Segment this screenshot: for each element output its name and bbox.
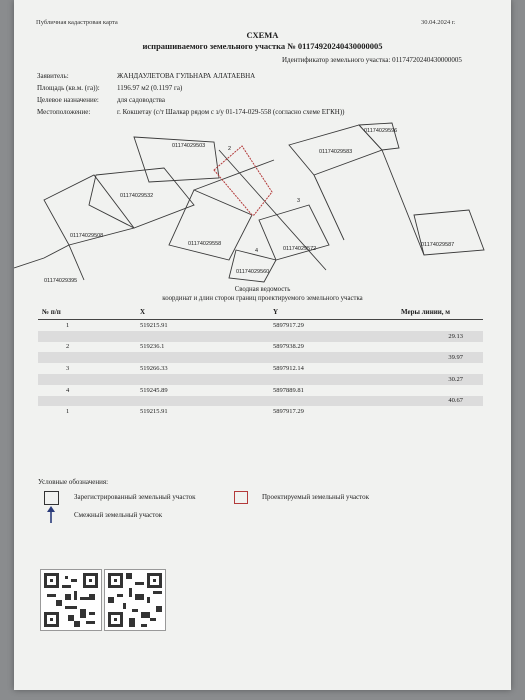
document-subtitle: испрашиваемого земельного участка № 01174920240430000005	[142, 41, 383, 51]
cadastral-map	[14, 120, 511, 290]
parcel-shape	[229, 250, 276, 282]
table-row	[38, 320, 483, 331]
parcel-shape	[414, 210, 484, 255]
vertex-label: 2	[228, 146, 232, 152]
cell-empty	[397, 363, 483, 374]
area-label: Площадь (кв.м. (га)):	[37, 84, 100, 92]
parcel-label: 01174029572	[283, 246, 317, 252]
cell-y: 5897938.29	[273, 343, 304, 351]
parcel-label: 01174029587	[421, 242, 455, 248]
qr-code-icon	[105, 570, 165, 630]
col-header-number: № п/п	[38, 305, 136, 320]
cell-length: 39.97	[38, 352, 483, 363]
table-row	[38, 406, 483, 417]
location-label: Местоположение:	[37, 108, 91, 116]
cell-length: 40.67	[38, 396, 483, 407]
parcel-shape	[14, 245, 84, 280]
registered-parcel-swatch	[44, 491, 59, 505]
adjacent-arrow-icon	[44, 506, 58, 524]
cell-empty	[397, 320, 483, 331]
applicant-label: Заявитель:	[37, 72, 69, 80]
parcel-label: 01174029503	[172, 143, 206, 149]
table-row	[38, 342, 483, 353]
cell-empty	[397, 385, 483, 396]
cell-x: 519245.89	[140, 386, 168, 394]
purpose-value: для садоводства	[117, 96, 165, 104]
source-label: Публичная кадастровая карта	[36, 19, 118, 26]
projected-parcel-label: Проектируемый земельный участок	[262, 493, 370, 501]
cell-x: 519215.91	[140, 321, 168, 329]
parcel-label: 01174029583	[319, 149, 353, 155]
parcel-label: 01174029532	[120, 193, 154, 199]
boundary-line	[314, 175, 344, 240]
parcel-label: 01174029560	[236, 269, 270, 275]
qr-code-1	[40, 569, 102, 631]
cell-x: 519236.1	[140, 343, 165, 351]
cell-number: 3	[66, 365, 70, 373]
table-row	[38, 331, 483, 342]
cell-y: 5897912.14	[273, 365, 304, 373]
registered-parcel-label: Зарегистрированный земельный участок	[74, 493, 196, 501]
cell-y: 5897917.29	[273, 321, 304, 329]
identifier-row	[282, 56, 462, 64]
projected-parcel-swatch	[234, 491, 248, 504]
table-row	[38, 352, 483, 363]
parcel-label: 01174029558	[188, 241, 222, 247]
table-row	[38, 396, 483, 407]
table-row	[38, 374, 483, 385]
boundary-line	[194, 160, 274, 190]
cell-empty	[397, 406, 483, 417]
legend-title: Условные обозначения:	[38, 478, 109, 486]
summary-subtitle: координат и длин сторон границ проектируемого земельного участка	[162, 295, 363, 302]
cell-empty	[397, 342, 483, 353]
area-value: 1196.97 м2 (0.1197 га)	[117, 84, 183, 92]
qr-code-2	[104, 569, 166, 631]
cell-number: 4	[66, 386, 70, 394]
summary-title: Сводная ведомость	[234, 286, 291, 293]
adjacent-parcel-label: Смежный земельный участок	[74, 511, 163, 519]
location-value: г. Кокшетау (с/т Шалкар рядом с з/у 01-174-029-558 (согласно схеме ЕГКН))	[117, 108, 345, 116]
vertex-label: 4	[255, 248, 259, 254]
cell-number: 1	[66, 408, 70, 416]
document-title: СХЕМА	[246, 30, 279, 40]
identifier-label: Идентификатор земельного участка:	[282, 56, 391, 64]
applicant-value: ЖАНДАУЛЕТОВА ГУЛЬНАРА АЛАТАЕВНА	[117, 72, 256, 80]
cell-y: 5897889.81	[273, 386, 304, 394]
boundary-line	[382, 150, 424, 255]
cell-y: 5897917.29	[273, 408, 304, 416]
cell-number: 2	[66, 343, 70, 351]
table-row	[38, 363, 483, 374]
coordinates-table	[38, 305, 483, 417]
identifier-value: 01174720240430000005	[392, 56, 462, 64]
vertex-label: 3	[297, 198, 301, 204]
cell-x: 519266.33	[140, 365, 168, 373]
col-header-x: X	[136, 305, 269, 320]
projected-parcel-shape	[214, 146, 272, 215]
parcel-label: 01174029508	[70, 233, 104, 239]
parcel-label: 01174029395	[44, 278, 78, 284]
cell-x: 519215.91	[140, 408, 168, 416]
col-header-length: Меры линии, м	[397, 305, 483, 320]
table-header-row	[38, 305, 483, 320]
document-sheet	[14, 0, 511, 690]
document-date: 30.04.2024 г.	[421, 19, 456, 26]
cell-length: 29.13	[38, 331, 483, 342]
cell-number: 1	[66, 321, 70, 329]
qr-code-icon	[41, 570, 101, 630]
table-row	[38, 385, 483, 396]
parcel-label: 01174029596	[364, 128, 398, 134]
purpose-label: Целевое назначение:	[37, 96, 99, 104]
cell-length: 30.27	[38, 374, 483, 385]
col-header-y: Y	[269, 305, 397, 320]
